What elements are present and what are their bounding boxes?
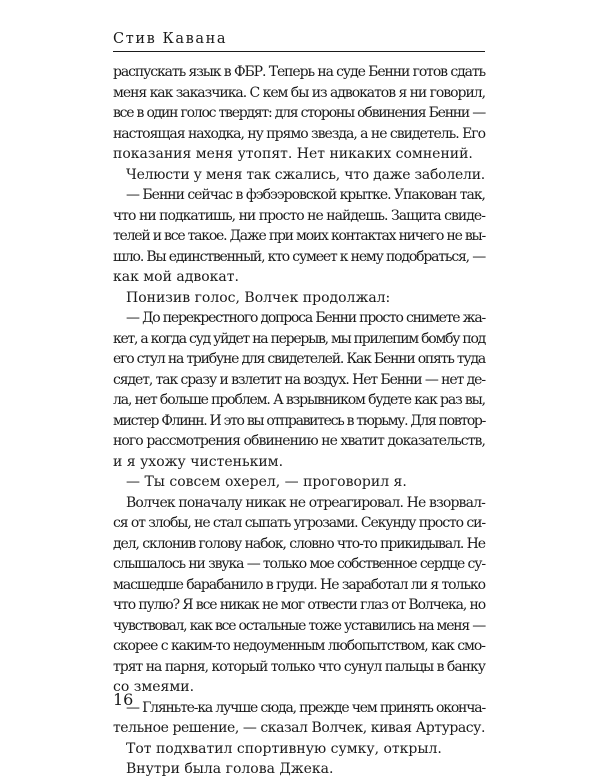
text-line: меня как заказчика. С кем бы из адвокатов я ни говорил, <box>113 84 485 101</box>
text-line: Челюсти у меня так сжались, что даже заболели. <box>126 166 486 183</box>
text-line: настоящая находка, ну прямо звезда, а не свидетель. Его <box>113 125 485 142</box>
text-line: его стул на трибуне для свидетелей. Как Бенни опять туда <box>113 351 485 367</box>
page-number: 16 <box>113 690 134 709</box>
text-line: и я ухожу чистеньким. <box>113 453 284 470</box>
text-line: что пулю? Я все никак не мог отвести глаз от Волчека, но <box>113 597 486 613</box>
text-line: как мой адвокат. <box>113 269 239 285</box>
text-line: — Бенни сейчас в фэбээровской крытке. Упакован так, <box>126 187 485 203</box>
text-line: кет, а когда суд уйдет на перерыв, мы прилепим бомбу под <box>113 330 486 347</box>
text-line: чувствовал, как все остальные тоже уставились на меня — <box>113 617 485 634</box>
text-line: дел, склонив голову набок, словно что-то прикидывал. Не <box>113 535 485 552</box>
text-line: Понизив голос, Волчек продолжал: <box>126 289 391 306</box>
text-line: шло. Вы единственный, кто сумеет к нему подобраться, — <box>113 248 486 265</box>
text-line: ся от злобы, не стал сыпать угрозами. Секунду просто си- <box>113 515 486 531</box>
text-line: все в один голос твердят: для стороны обвинения Бенни — <box>113 105 486 121</box>
text-line: сядет, так сразу и взлетит на воздух. Нет Бенни — нет де- <box>113 371 485 388</box>
text-line: ного рассмотрения обвинению не хватит доказательств, <box>113 433 486 449</box>
text-line: тельное решение, — сказал Волчек, кивая Артурасу. <box>113 720 485 736</box>
text-line: распускать язык в ФБР. Теперь на суде Бенни готов сдать <box>113 64 486 80</box>
text-line: мистер Флинн. И это вы отправитесь в тюрьму. Для повтор- <box>113 412 486 429</box>
header-rule <box>113 51 485 52</box>
text-line: телей и все такое. Даже при моих контактах ничего не вы- <box>113 228 485 244</box>
text-line: — Гляньте-ка лучше сюда, прежде чем принять оконча- <box>126 699 485 716</box>
text-line: — Ты совсем охерел, — проговорил я. <box>126 474 407 490</box>
text-line: скорее с каким-то недоуменным любопытством, как смо- <box>113 638 485 654</box>
text-line: со змеями. <box>113 679 195 695</box>
text-line: что ни подкатишь, ни просто не найдешь. Защита свиде- <box>113 207 485 224</box>
text-line: Волчек поначалу никак не отреагировал. Не взорвал- <box>126 494 485 511</box>
running-header: Стив Кавана <box>113 31 228 47</box>
body-text <box>113 62 485 780</box>
text-line: Тот подхватил спортивную сумку, открыл. <box>126 740 442 757</box>
text-line: масшедше барабанило в груди. Не заработал ли я только <box>113 576 485 593</box>
text-line: слышалось ни звука — только мое собственное сердце су- <box>113 556 485 572</box>
text-line: трят на парня, который только что сунул пальцы в банку <box>113 658 485 675</box>
text-line: — До перекрестного допроса Бенни просто снимете жа- <box>126 310 486 326</box>
text-line: показания меня утопят. Нет никаких сомнений. <box>113 146 473 162</box>
text-line: ла, нет больше проблем. А взрывником будете как раз вы, <box>113 392 486 408</box>
text-line: Внутри была голова Джека. <box>126 761 334 777</box>
